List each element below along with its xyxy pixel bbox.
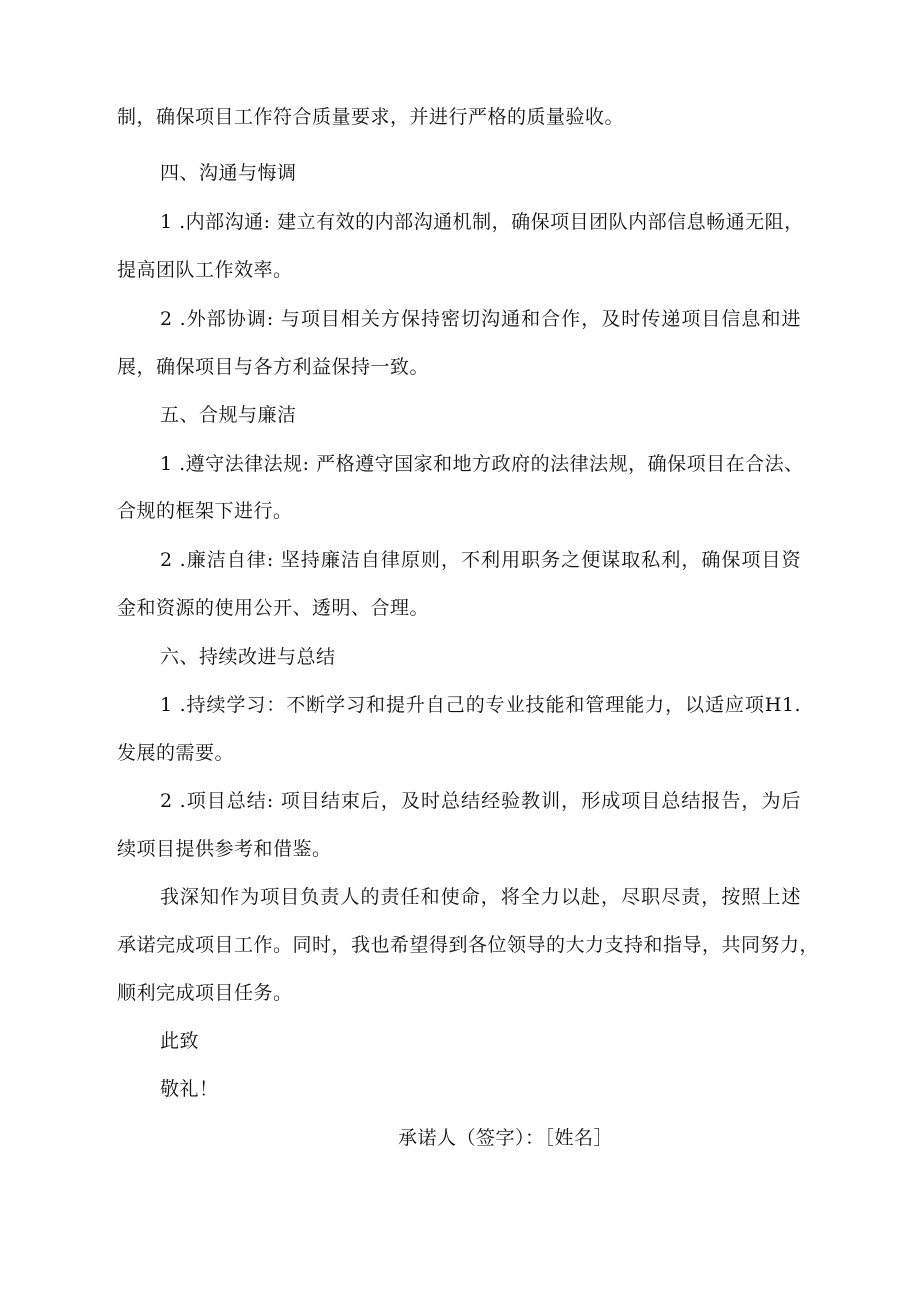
list-item-line: 金和资源的使用公开、透明、合理。 <box>117 597 430 619</box>
list-item-line: 合规的框架下进行。 <box>117 500 293 522</box>
list-item-line: 1 .持续学习：不断学习和提升自己的专业技能和管理能力，以适应项H1. <box>160 694 801 716</box>
section-heading: 四、沟通与悔调 <box>160 162 297 184</box>
list-item-line: 1 .遵守法律法规: 严格遵守国家和地方政府的法律法规，确保项目在合法、 <box>160 453 804 475</box>
list-item-line: 2 .外部协调: 与项目相关方保持密切沟通和合作，及时传递项目信息和进 <box>160 308 801 330</box>
list-item-line: 续项目提供参考和借鉴。 <box>117 838 332 860</box>
closing-paragraph-line: 我深知作为项目负责人的责任和使命，将全力以赴，尽职尽责，按照上述 <box>160 886 801 908</box>
salutation: 此致 <box>160 1030 200 1052</box>
list-item-line: 展，确保项目与各方利益保持一致。 <box>117 356 430 378</box>
signature-line: 承诺人（签字）：［姓名］ <box>398 1127 614 1149</box>
list-item-line: 1 .内部沟通: 建立有效的内部沟通机制，确保项目团队内部信息畅通无阻， <box>160 211 804 233</box>
closing-paragraph-line: 顺利完成项目任务。 <box>117 982 293 1004</box>
section-heading: 五、合规与廉洁 <box>160 404 297 426</box>
closing-paragraph-line: 承诺完成项目工作。同时，我也希望得到各位领导的大力支持和指导，共同努力， <box>117 934 820 956</box>
list-item-line: 2 .项目总结: 项目结束后，及时总结经验教训，形成项目总结报告，为后 <box>160 790 801 812</box>
section-heading: 六、持续改进与总结 <box>160 646 336 668</box>
list-item-line: 2 .廉洁自律: 坚持廉洁自律原则，不利用职务之便谋取私利，确保项目资 <box>160 549 801 571</box>
list-item-line: 提高团队工作效率。 <box>117 259 293 281</box>
salutation: 敬礼！ <box>160 1078 219 1100</box>
paragraph-line: 制，确保项目工作符合质量要求，并进行严格的质量验收。 <box>117 106 625 128</box>
list-item-line: 发展的需要。 <box>117 742 235 764</box>
